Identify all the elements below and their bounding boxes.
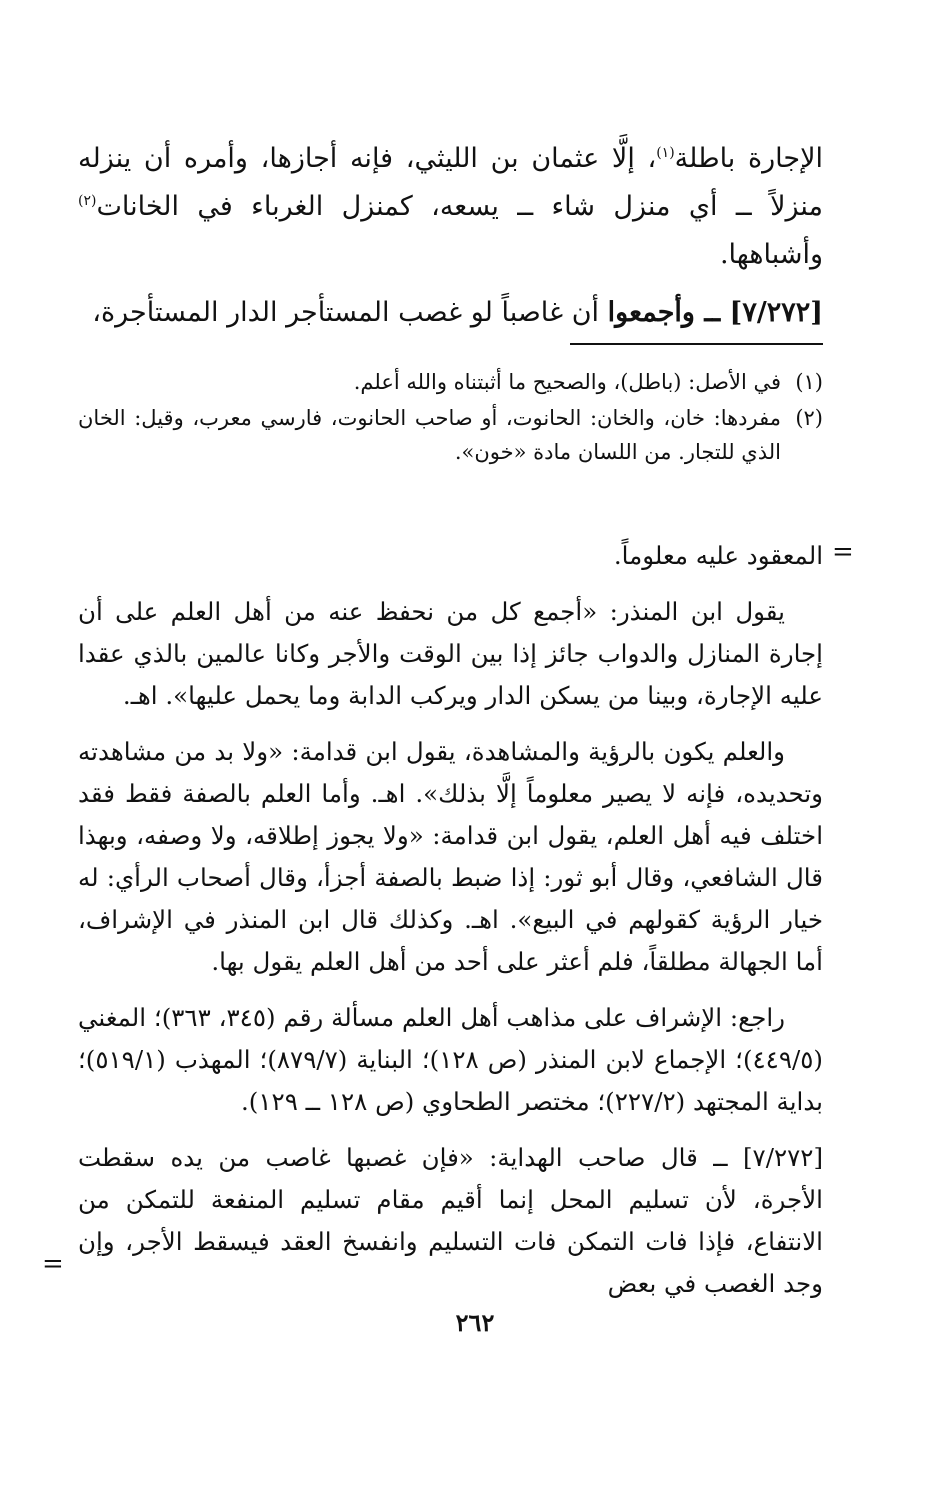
footnote-1: [78, 365, 823, 399]
commentary-paragraph-0: المعقود عليه معلوماً.: [613, 541, 823, 570]
commentary-references: راجع: الإشراف على مذاهب أهل العلم مسألة رقم (٣٤٥، ٣٦٣)؛ المغني (٤٤٩/٥)؛ الإجماع لابن المنذر (ص ١٢٨)؛ البناية (٨٧٩/٧)؛ المهذب (٥١٩/١)؛ بداية المجتهد (٢٢٧/٢)؛ مختصر الطحاوي (ص ١٢٨ ــ ١٢٩).: [78, 1003, 823, 1116]
continuation-marker-start: =: [832, 537, 854, 567]
main-text: [78, 135, 823, 337]
footnote-text: مفردها: خان، والخان: الحانوت، أو صاحب الحانوت، فارسي معرب، وقيل: الخان الذي للتجار. من اللسان مادة «خون».: [78, 406, 781, 464]
footnote-number: (٢): [795, 406, 823, 430]
commentary: [78, 535, 823, 1305]
footnote-2: [78, 401, 823, 469]
commentary-paragraph-1: يقول ابن المنذر: «أجمع كل من نحفظ عنه من أهل العلم على أن إجارة المنازل والدواب جائز إذا بين الوقت والأجر وكانا عالمين بالذي عقدا عليه الإجارة، وبينا من يسكن الدار ويركب الدابة وما يحمل عليها». اهـ.: [78, 597, 823, 710]
footnotes: [78, 365, 823, 469]
main-paragraph-2: [78, 289, 823, 337]
main-text-segment: وأشباهها.: [719, 239, 823, 270]
main-text-segment: أن غاصباً لو غصب المستأجر الدار المستأجرة،: [92, 297, 608, 328]
continuation-marker-end: =: [42, 1249, 64, 1279]
page-number: ٢٦٢: [455, 1308, 495, 1337]
main-paragraph-1: [78, 135, 823, 279]
footnote-number: (١): [795, 370, 823, 394]
footnote-text: في الأصل: (باطل)، والصحيح ما أثبتناه والله أعلم.: [353, 370, 781, 394]
footnote-separator: [570, 343, 823, 345]
footnote-ref-1[interactable]: (١): [656, 145, 675, 161]
main-text-segment: الإجارة باطلة: [674, 143, 823, 174]
commentary-paragraph-4: [٧/٢٧٢] ــ قال صاحب الهداية: «فإن غصبها غاصب من يده سقطت الأجرة، لأن تسليم المحل إنما أقيم مقام تسليم المنفعة للتمكن من الانتفاع، فإذا فات التمكن فات التسليم وانفسخ العقد فيسقط الأجر، وإن وجد الغصب في بعض: [78, 1143, 823, 1298]
main-text-segment: ، إلَّا عثمان بن الليثي، فإنه أجازها، وأمره أن ينزله منزلاً ــ أي منزل شاء ــ يسعه، كمنزل الغرباء في الخانات: [78, 143, 823, 222]
commentary-paragraph-2: والعلم يكون بالرؤية والمشاهدة، يقول ابن قدامة: «ولا بد من مشاهدته وتحديده، فإنه لا يصير معلوماً إلَّا بذلك». اهـ. وأما العلم بالصفة فقط فقد اختلف فيه أهل العلم، يقول ابن قدامة: «ولا يجوز إطلاقه، ولا وصفه، وبهذا قال الشافعي، وقال أبو ثور: إذا ضبط بالصفة أجزأ، وقال أصحاب الرأي: له خيار الرؤية كقولهم في البيع». اهـ. وكذلك قال ابن المنذر في الإشراف، أما الجهالة مطلقاً، فلم أعثر على أحد من أهل العلم يقول بها.: [78, 737, 823, 976]
consensus-heading: [٧/٢٧٢] ــ وأجمعوا: [607, 297, 823, 328]
footnote-ref-2[interactable]: (٢): [78, 193, 97, 209]
